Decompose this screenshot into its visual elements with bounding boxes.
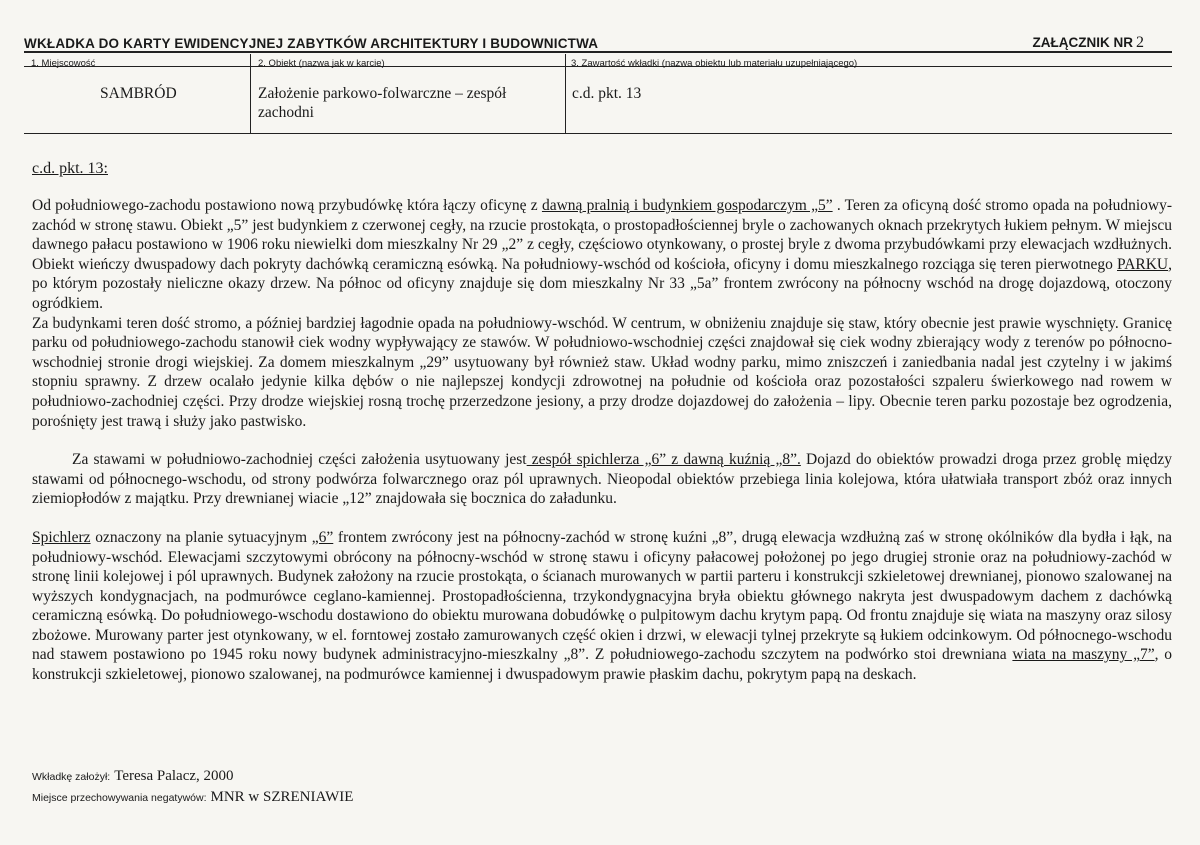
field-value-locality: SAMBRÓD xyxy=(100,85,177,102)
paragraph-3 xyxy=(32,450,1172,509)
underlined-reference: „6” xyxy=(311,528,334,546)
footer-storage-value: MNR w SZRENIAWIE xyxy=(210,789,354,805)
annex-label-text: ZAŁĄCZNIK NR xyxy=(1032,35,1133,50)
column-divider-1 xyxy=(250,54,251,134)
text-run: Od południowego-zachodu postawiono nową przybudówkę która łączy oficynę z xyxy=(32,197,542,214)
underlined-reference: zespół spichlerza „6” z dawną kuźnią „8”. xyxy=(526,451,801,469)
footer-author-value: Teresa Palacz, 2000 xyxy=(114,768,234,784)
footer-storage xyxy=(32,788,353,806)
text-run: . Teren za oficyną dość stromo opada na południowy-zachód w stronę stawu. Obiekt „5” jest budynkiem z czerwonej cegły, na rzucie prostokąta, o prostopadłościennej bryle o zachowanych oknach przekrytych łukiem pełnym. W miejscu dawnego pałacu postawiono w 1906 roku niewielki dom mieszkalny Nr 29 „2” z cegły, częściowo otynkowany, o prostej bryle z dwoma przybudówkami przy elewacjach wzdłużnych. Obiekt wieńczy dwuspadowy dach pokryty dachówką ceramiczną esówką. Na południowy-wschód od kościoła, oficyny i domu mieszkalnego rozciąga się teren pierwotnego xyxy=(32,197,1172,273)
field-value-object: Założenie parkowo-folwarczne – zespół zachodni xyxy=(258,85,507,121)
form-title: WKŁADKA DO KARTY EWIDENCYJNEJ ZABYTKÓW ARCHITEKTURY I BUDOWNICTWA xyxy=(24,36,599,51)
paragraph-2: Za budynkami teren dość stromo, a później bardziej łagodnie opada na południowy-wschód. W centrum, w obniżeniu znajduje się staw, który obecnie jest prawie wyschnięty. Granicę parku od południowego-zachodu stanowił ciek wodny wypływający ze stawów. W południowo-wschodniej części znajdował się ciek wodny zbierający wody z terenów po północno-wschodniej stronie drogi wiejskiej. Za domem mieszkalnym „29” usytuowany był również staw. Układ wodny parku, mimo zniszczeń i zaniedbania nadal jest czytelny i w jakimś stopniu sprawny. Z drzew ocalało jedynie kilka dębów o nie najlepszej kondycji zdrowotnej na południe od kościoła oraz pozostałości szpaleru świerkowego nad rowem w południowo-zachodniej części. Przy drodze wiejskiej rosną trochę przerzedzone jesiony, a przy drodze dojazdowej do założenia – lipy. Obecnie teren parku pozostaje bez ogrodzenia, porośnięty jest trawą i służy jako pastwisko. xyxy=(32,314,1172,430)
footer-author-label: Wkładkę założył: xyxy=(32,771,111,783)
column-divider-2 xyxy=(565,54,566,134)
field-divider-bottom xyxy=(24,133,1172,134)
text-run: oznaczony na planie sytuacyjnym xyxy=(90,528,312,546)
text-run: , o konstrukcji szkieletowej, pionowo szalowanej, na podmurówce kamiennej i dwuspadowym prawie płaskim dachu, pokrytym papą na deskach. xyxy=(32,646,1172,684)
text-run: , po którym pozostały nieliczne okazy drzew. Na północ od oficyny znajduje się dom mieszkalny Nr 33 „5a” frontem zwrócony na północny wschód na drogę dojazdową, otoczony ogródkiem. xyxy=(32,255,1172,312)
field-value-contents: c.d. pkt. 13 xyxy=(572,85,642,102)
field-label-locality: 1. Miejscowość xyxy=(31,58,96,69)
field-label-contents: 3. Zawartość wkładki (nazwa obiektu lub materiału uzupełniającego) xyxy=(571,58,858,69)
description-body xyxy=(32,196,1172,685)
header-rule xyxy=(24,51,1172,53)
underlined-reference: dawną pralnią i budynkiem gospodarczym „5” xyxy=(541,197,833,214)
text-run: Za stawami w południowo-zachodniej części założenia usytuowany jest xyxy=(72,451,527,469)
underlined-reference: Spichlerz xyxy=(32,528,91,546)
field-label-object: 2. Obiekt (nazwa jak w karcie) xyxy=(258,58,385,69)
section-heading: c.d. pkt. 13: xyxy=(32,160,108,177)
underlined-reference: PARKU xyxy=(1117,255,1169,273)
text-run: Dojazd do obiektów prowadzi droga przez groblę między stawami od północnego-wschodu, od strony podwórza folwarcznego oraz pól uprawnych. Nieopodal obiektów przebiega linia kolejowa, która ułatwiała transport zbóż oraz innych ziemiopłodów z majątku. Przy drewnianej wiacie „12” znajdowała się bocznica do załadunku. xyxy=(32,451,1172,508)
paragraph-4 xyxy=(32,528,1172,685)
text-run: frontem zwrócony jest na północny-zachód w stronę kuźni „8”, drugą elewacja wzdłużną zaś w stronę okólników dla bydła i łąk, na południowy-wschód. Elewacjami szczytowymi obrócony na północny-wschód w stronę stawu i oficyny pałacowej położonej po jego drugiej stronie oraz na południowy-zachód w stronę linii kolejowej i pól uprawnych. Budynek założony na rzucie prostokąta, o ścianach murowanych w partii parteru i konstrukcji szkieletowej drewnianej, pionowo szalowanej na wyższych kondygnacjach, na podmurówce ceglano-kamiennej. Prostopadłościenna, trzykondygnacyjna bryła obiektu głównego nakryta jest dwuspadowym dachem z dachówką ceramiczną esówką. Do południowego-wschodu dostawiono do obiektu murowana dobudówkę o pulpitowym dachu krytym papą. Od frontu znajduje się wiata na maszyny oraz silosy zbożowe. Murowany parter jest otynkowany, w el. forntowej zostało zamurowanych część okien i drzwi, w elewacji tylnej przekryte są łukiem odcinkowym. Od północnego-wschodu nad stawem postawiono po 1945 roku nowy budynek administracyjno-mieszkalny „8”. Z południowego-zachodu szczytem na podwórko stoi drewniana xyxy=(32,528,1172,664)
paragraph-1 xyxy=(32,196,1172,314)
annex-number: 2 xyxy=(1136,34,1144,51)
underlined-reference: wiata na maszyny „7” xyxy=(1012,646,1155,664)
footer-author xyxy=(32,767,234,785)
annex-label xyxy=(1033,34,1145,52)
footer-storage-label: Miejsce przechowywania negatywów: xyxy=(32,792,207,804)
